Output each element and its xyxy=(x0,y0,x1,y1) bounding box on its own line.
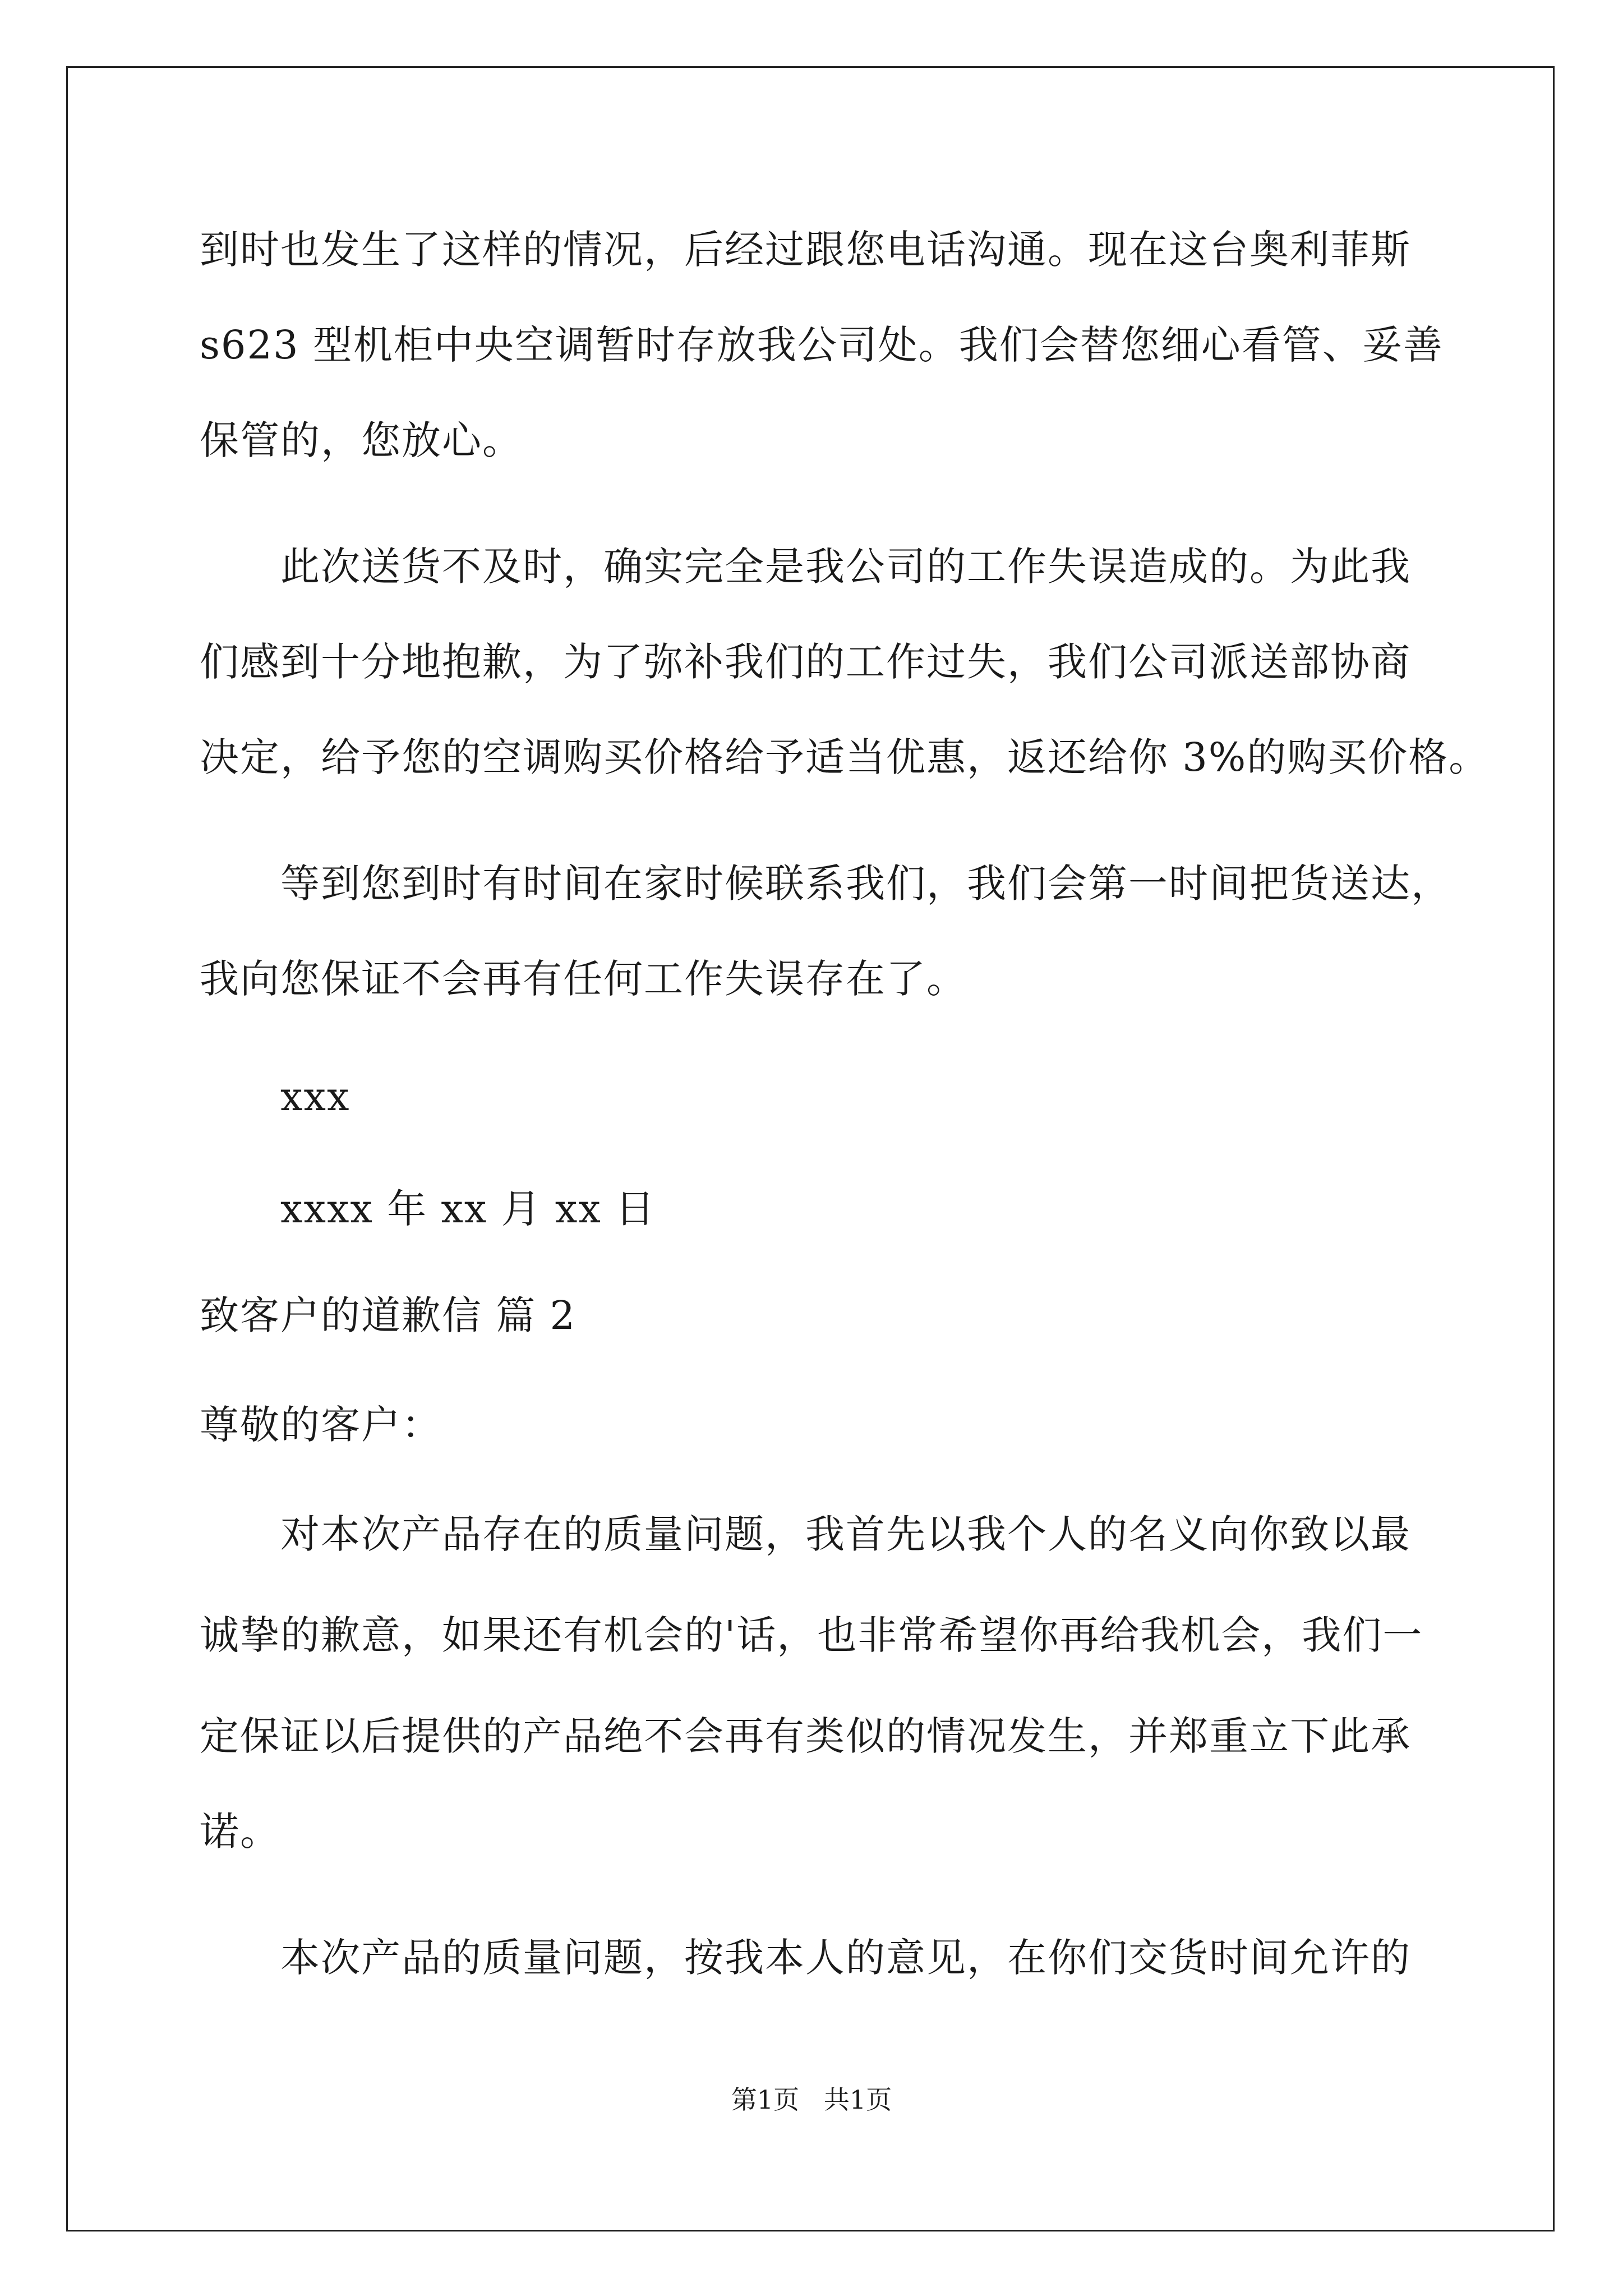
body-line: 定保证以后提供的产品绝不会再有类似的情况发生，并郑重立下此承 xyxy=(200,1713,1411,1759)
paragraph-start-line: 本次产品的质量问题，按我本人的意见，在你们交货时间允许的 xyxy=(280,1935,1411,1981)
body-line: 诺。 xyxy=(200,1809,280,1855)
body-line: 到时也发生了这样的情况，后经过跟您电话沟通。现在这台奥利菲斯 xyxy=(200,227,1411,273)
paragraph-start-line: 对本次产品存在的质量问题，我首先以我个人的名义向你致以最 xyxy=(280,1511,1411,1557)
page-border xyxy=(66,66,1555,2231)
body-line: 决定，给予您的空调购买价格给予适当优惠，返还给你 3%的购买价格。 xyxy=(200,734,1490,780)
section-heading: 致客户的道歉信 篇 2 xyxy=(200,1292,577,1338)
paragraph-start-line: 此次送货不及时，确实完全是我公司的工作失误造成的。为此我 xyxy=(280,544,1411,590)
body-line: 们感到十分地抱歉，为了弥补我们的工作过失，我们公司派送部协商 xyxy=(200,639,1411,685)
signature-date: xxxx 年 xx 月 xx 日 xyxy=(280,1186,656,1232)
body-line: 诚挚的歉意，如果还有机会的'话，也非常希望你再给我机会，我们一 xyxy=(200,1612,1423,1658)
page-footer: 第1页 共1页 xyxy=(731,2085,892,2115)
body-line: s623 型机柜中央空调暂时存放我公司处。我们会替您细心看管、妥善 xyxy=(200,322,1444,368)
paragraph-start-line: 等到您到时有时间在家时候联系我们，我们会第一时间把货送达， xyxy=(280,861,1451,907)
signature-name: xxx xyxy=(280,1074,351,1120)
salutation: 尊敬的客户： xyxy=(200,1402,442,1448)
body-line: 保管的，您放心。 xyxy=(200,417,523,463)
body-line: 我向您保证不会再有任何工作失误存在了。 xyxy=(200,956,967,1002)
